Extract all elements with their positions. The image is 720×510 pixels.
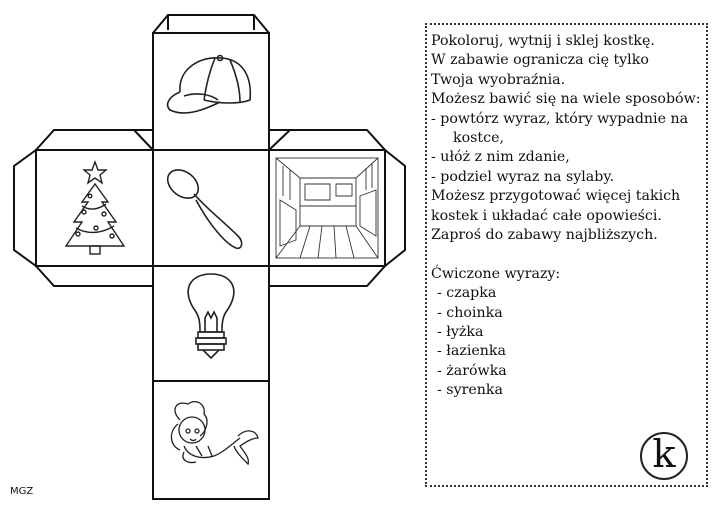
- author-signature: MGZ: [10, 486, 34, 497]
- flap-left-bottom: [36, 266, 153, 286]
- word-item: - choinka: [437, 304, 503, 321]
- flap-right-top-diag: [269, 130, 290, 150]
- instruction-line: - ułóż z nim zdanie,: [431, 149, 570, 166]
- glue-tab-top: [153, 15, 269, 33]
- flap-left-top: [36, 130, 153, 150]
- word-item: - syrenka: [437, 382, 503, 399]
- glue-tab-right: [385, 150, 405, 266]
- word-item: - łyżka: [437, 324, 484, 341]
- instruction-line: Pokoloruj, wytnij i sklej kostkę.: [431, 33, 655, 49]
- words-title: Ćwiczone wyrazy:: [431, 265, 561, 282]
- instruction-line: - podziel wyraz na sylaby.: [431, 168, 614, 185]
- christmas-tree-picture: [66, 162, 124, 254]
- instruction-line: kostek i układać całe opowieści.: [431, 207, 662, 224]
- glue-tab-top-inner: [168, 15, 254, 30]
- flap-left-top-diag: [134, 130, 153, 150]
- face-center: [153, 150, 269, 266]
- spoon-picture: [162, 164, 241, 248]
- instruction-line: Twoja wyobraźnia.: [431, 71, 566, 88]
- instruction-line: W zabawie ogranicza cię tylko: [431, 52, 649, 69]
- face-lower: [153, 266, 269, 381]
- instruction-line: Zaproś do zabawy najbliższych.: [431, 227, 658, 244]
- mermaid-picture: [171, 402, 258, 464]
- word-item: - czapka: [437, 285, 497, 302]
- bathroom-picture: [276, 158, 378, 258]
- instruction-line: Możesz bawić się na wiele sposobów:: [431, 91, 701, 108]
- instructions-text: [431, 32, 706, 401]
- word-item: - łazienka: [437, 343, 506, 360]
- face-top: [153, 33, 269, 150]
- cap-picture: [168, 56, 251, 113]
- flap-right-bottom: [269, 266, 385, 286]
- lightbulb-picture: [188, 274, 234, 358]
- word-item: - żarówka: [437, 362, 507, 379]
- instruction-line: kostce,: [453, 130, 504, 147]
- instruction-line: - powtórz wyraz, który wypadnie na: [431, 110, 689, 127]
- instruction-line: Możesz przygotować więcej takich: [431, 188, 681, 205]
- letter-k-logo: k: [640, 432, 688, 480]
- glue-tab-left: [14, 150, 36, 266]
